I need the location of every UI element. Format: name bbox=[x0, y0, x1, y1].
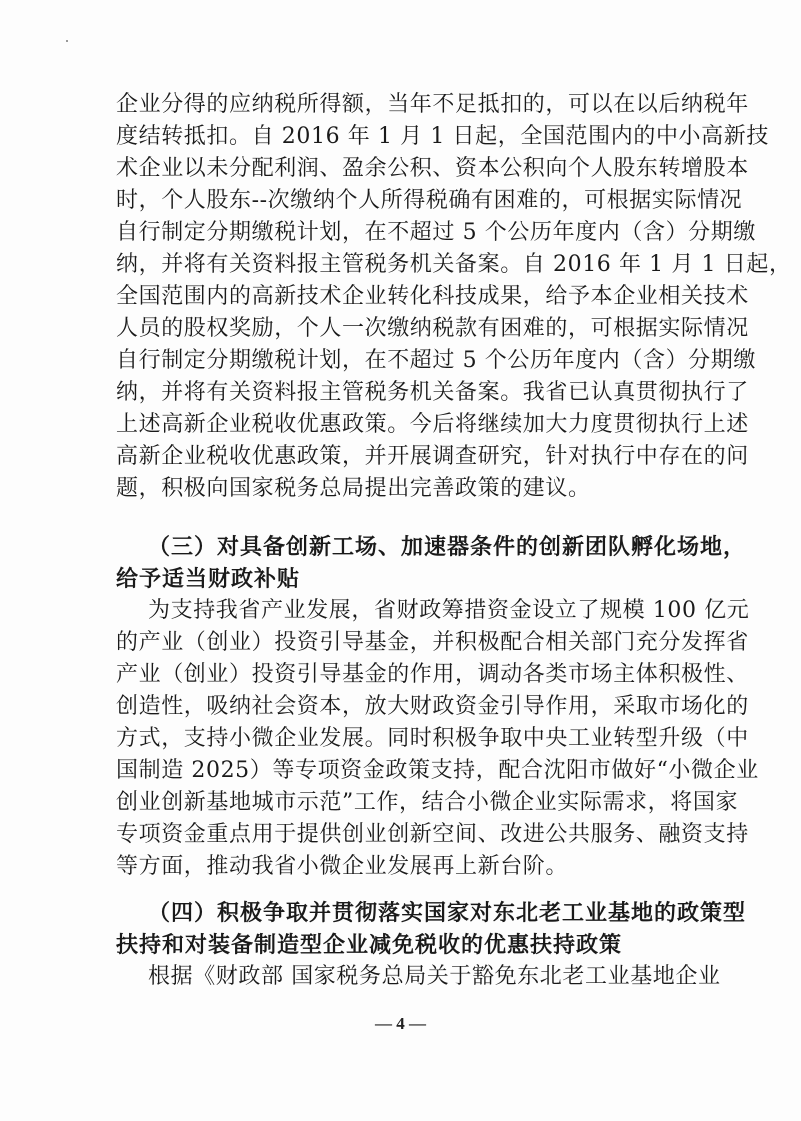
body-line: 度结转抵扣。自 2016 年 1 月 1 日起，全国范围内的中小高新技 bbox=[116, 124, 769, 149]
body-line: 上述高新企业税收优惠政策。今后将继续加大力度贯彻执行上述 bbox=[116, 412, 749, 437]
body-line: 的产业（创业）投资引导基金，并积极配合相关部门充分发挥省 bbox=[116, 630, 749, 655]
body-line: 高新企业税收优惠政策，并开展调查研究，针对执行中存在的问 bbox=[116, 444, 749, 469]
body-line: 纳，并将有关资料报主管税务机关备案。自 2016 年 1 月 1 日起， bbox=[116, 252, 792, 277]
section-heading-4: （四）积极争取并贯彻落实国家对东北老工业基地的政策型 bbox=[148, 900, 747, 926]
body-line: 自行制定分期缴税计划，在不超过 5 个公历年度内（含）分期缴 bbox=[116, 220, 756, 245]
body-line: 时，个人股东--次缴纳个人所得税确有困难的，可根据实际情况 bbox=[116, 188, 743, 213]
body-line: 等方面，推动我省小微企业发展再上新台阶。 bbox=[116, 854, 569, 879]
body-line: 根据《财政部 国家税务总局关于豁免东北老工业基地企业 bbox=[148, 964, 721, 989]
body-line: 为支持我省产业发展，省财政筹措资金设立了规模 100 亿元 bbox=[148, 598, 750, 623]
section-heading-3-cont: 给予适当财政补贴 bbox=[116, 566, 301, 592]
body-line: 自行制定分期缴税计划，在不超过 5 个公历年度内（含）分期缴 bbox=[116, 348, 756, 373]
body-line: 产业（创业）投资引导基金的作用，调动各类市场主体积极性、 bbox=[116, 662, 749, 687]
section-heading-3: （三）对具备创新工场、加速器条件的创新团队孵化场地， bbox=[148, 534, 747, 560]
body-line: 企业分得的应纳税所得额，当年不足抵扣的，可以在以后纳税年 bbox=[116, 92, 749, 117]
body-line: 专项资金重点用于提供创业创新空间、改进公共服务、融资支持 bbox=[116, 822, 749, 847]
body-line: 人员的股权奖励，个人一次缴纳税款有困难的，可根据实际情况 bbox=[116, 316, 749, 341]
section-heading-4-cont: 扶持和对装备制造型企业减免税收的优惠扶持政策 bbox=[116, 932, 623, 958]
body-line: 方式，支持小微企业发展。同时积极争取中央工业转型升级（中 bbox=[116, 726, 749, 751]
scan-speck bbox=[66, 40, 68, 42]
body-line: 创造性，吸纳社会资本，放大财政资金引导作用，采取市场化的 bbox=[116, 694, 749, 719]
body-line: 创业创新基地城市示范”工作，结合小微企业实际需求，将国家 bbox=[116, 790, 739, 815]
body-line: 题，积极向国家税务总局提出完善政策的建议。 bbox=[116, 476, 591, 501]
body-line: 纳，并将有关资料报主管税务机关备案。我省已认真贯彻执行了 bbox=[116, 380, 749, 405]
page-number: — 4 — bbox=[375, 1014, 426, 1033]
body-line: 全国范围内的高新技术企业转化科技成果，给予本企业相关技术 bbox=[116, 284, 749, 309]
body-line: 国制造 2025）等专项资金政策支持，配合沈阳市做好“小微企业 bbox=[116, 758, 759, 783]
body-line: 术企业以未分配利润、盈余公积、资本公积向个人股东转增股本 bbox=[116, 156, 749, 181]
